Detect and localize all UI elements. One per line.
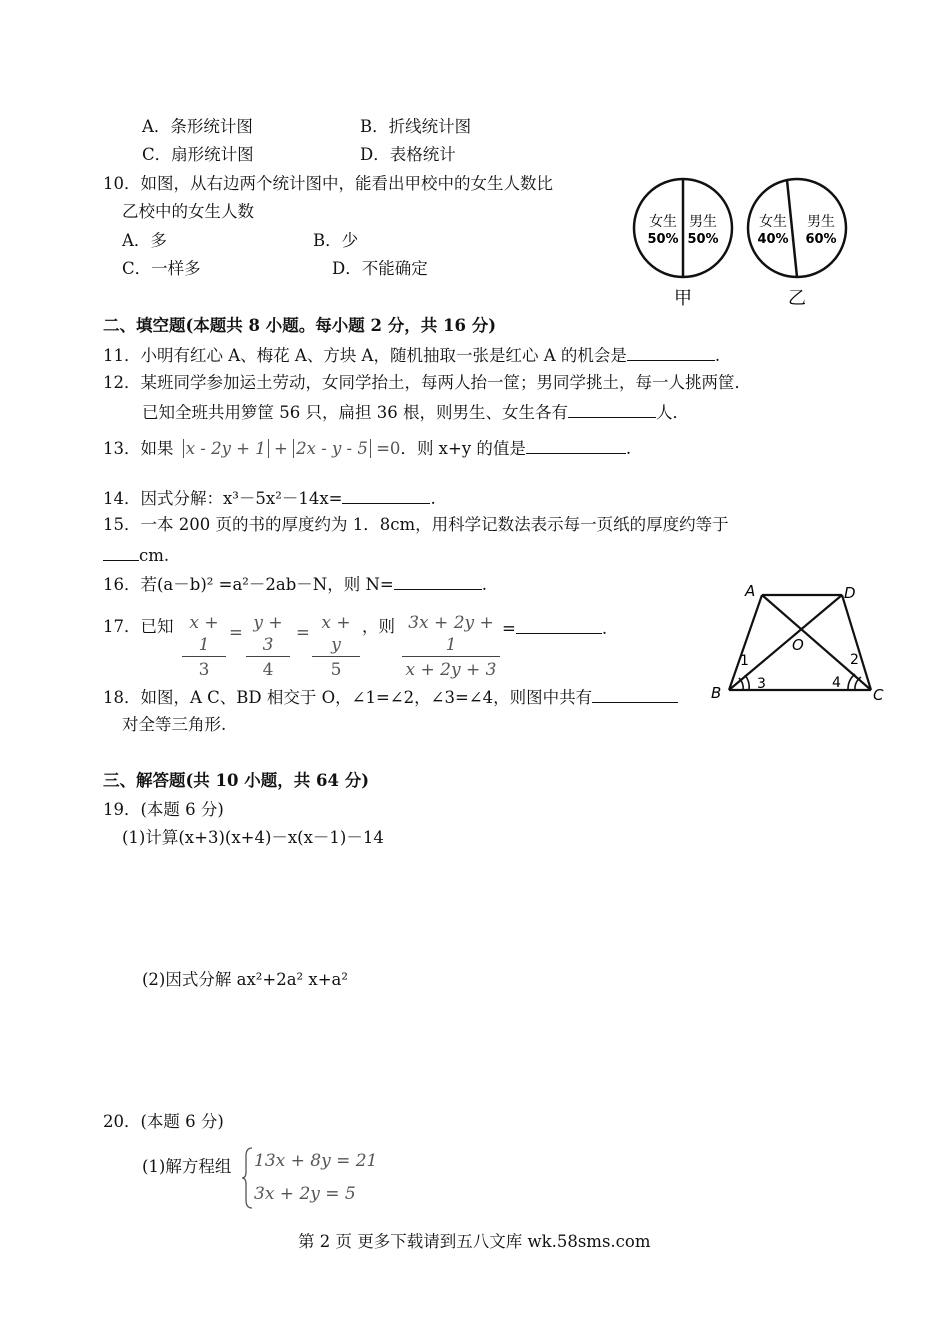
q13-plus: + bbox=[274, 439, 288, 458]
q17-f3-num: x + y bbox=[312, 612, 360, 657]
q16-end: . bbox=[481, 575, 487, 594]
q20-part1: (1)解方程组 bbox=[142, 1157, 232, 1176]
q13-expr-b: 2x - y - 5 bbox=[296, 439, 368, 458]
q17-eq-1: = bbox=[229, 623, 243, 642]
q17-fraction-4 bbox=[402, 612, 500, 683]
q14-end: . bbox=[430, 489, 436, 508]
label-a: A bbox=[745, 582, 756, 600]
section2-title: 二、填空题(本题共 8 小题。每小题 2 分，共 16 分) bbox=[103, 316, 497, 335]
label-angle-3: 3 bbox=[757, 676, 766, 692]
q19-part1: (1)计算(x+3)(x+4)－x(x－1)－14 bbox=[122, 828, 384, 847]
pie-yi-female-label: 女生 bbox=[759, 214, 787, 230]
q17-tail bbox=[502, 617, 607, 639]
q12-end: 人． bbox=[655, 403, 689, 422]
q17-f4-num: 3x + 2y + 1 bbox=[402, 612, 500, 657]
q13-prefix: 13．如果 bbox=[103, 439, 174, 458]
q18-line2: 对全等三角形. bbox=[122, 715, 227, 734]
q17-fraction-1 bbox=[182, 612, 226, 683]
q20-head: 20．(本题 6 分) bbox=[103, 1112, 224, 1131]
q15-blank[interactable] bbox=[103, 544, 139, 561]
q10-line2: 乙校中的女生人数 bbox=[122, 202, 254, 221]
q16-blank[interactable] bbox=[394, 573, 482, 590]
q13-suffix: ．则 x+y 的值是 bbox=[400, 439, 526, 458]
q10-option-b: B．少 bbox=[313, 231, 359, 250]
q10-line1: 10．如图，从右边两个统计图中，能看出甲校中的女生人数比 bbox=[103, 174, 553, 193]
q9-option-b: B．折线统计图 bbox=[360, 117, 472, 136]
trapezoid-figure bbox=[705, 578, 900, 706]
q20-brace bbox=[240, 1146, 254, 1210]
pie-yi-female-pct: 40% bbox=[757, 232, 789, 247]
q12-blank[interactable] bbox=[568, 401, 656, 418]
pie-jia-female-pct: 50% bbox=[647, 232, 679, 247]
q18-line1 bbox=[103, 686, 678, 708]
pie-yi-divider bbox=[787, 180, 797, 277]
q13-blank[interactable] bbox=[526, 437, 626, 454]
q13-expr-a: x - 2y + 1 bbox=[185, 439, 266, 458]
q11-end: . bbox=[714, 346, 721, 365]
label-angle-4: 4 bbox=[832, 675, 841, 691]
q16 bbox=[103, 573, 487, 595]
q12-line1: 12．某班同学参加运土劳动，女同学抬土，每两人抬一筐；男同学挑土，每一人挑两筐． bbox=[103, 373, 751, 392]
q14-text: 14．因式分解：x³－5x²－14x= bbox=[103, 489, 343, 508]
q17-blank[interactable] bbox=[516, 617, 602, 634]
q17-f1-den: 3 bbox=[198, 660, 210, 680]
label-d: D bbox=[844, 584, 856, 602]
q20-eq1: 13x + 8y = 21 bbox=[254, 1151, 378, 1171]
q9-option-d: D．表格统计 bbox=[360, 145, 456, 164]
q19-head: 19．(本题 6 分) bbox=[103, 800, 224, 819]
section3-title: 三、解答题(共 10 小题，共 64 分) bbox=[103, 771, 370, 790]
q17-f2-num: y + 3 bbox=[246, 612, 290, 657]
pie-jia-male-pct: 50% bbox=[687, 232, 719, 247]
q17-prefix: 17．已知 bbox=[103, 617, 174, 636]
q17-mid: ，则 bbox=[362, 617, 395, 636]
q17-fraction-3 bbox=[312, 612, 360, 683]
q16-text: 16．若(a－b)² =a²－2ab－N，则 N= bbox=[103, 575, 394, 594]
label-o: O bbox=[792, 636, 804, 654]
q13-eq: =0 bbox=[376, 439, 401, 458]
pie-yi-male-pct: 60% bbox=[805, 232, 837, 247]
q17-f1-num: x + 1 bbox=[182, 612, 226, 657]
q18-text: 18．如图，A C、BD 相交于 O，∠1=∠2，∠3=∠4，则图中共有 bbox=[103, 688, 593, 707]
pie-charts-figure bbox=[625, 172, 865, 312]
q14-blank[interactable] bbox=[342, 487, 430, 504]
pie-yi-male-label: 男生 bbox=[807, 214, 835, 230]
label-b: B bbox=[711, 684, 722, 702]
q17-eq: = bbox=[502, 619, 516, 638]
q9-option-c: C．扇形统计图 bbox=[142, 145, 254, 164]
q11-blank[interactable] bbox=[627, 344, 715, 361]
q13-abs-b bbox=[293, 439, 371, 458]
q10-option-c: C．一样多 bbox=[122, 259, 201, 278]
label-angle-1: 1 bbox=[740, 653, 749, 669]
q17-f2-den: 4 bbox=[262, 660, 274, 680]
q20-eq2: 3x + 2y = 5 bbox=[254, 1184, 356, 1204]
q15-line1: 15．一本 200 页的书的厚度约为 1．8cm，用科学记数法表示每一页纸的厚度约等于 bbox=[103, 515, 729, 534]
q15-unit: cm. bbox=[139, 546, 170, 565]
q11-text: 11．小明有红心 A、梅花 A、方块 A，随机抽取一张是红心 A 的机会是 bbox=[103, 346, 627, 365]
q13-end: . bbox=[625, 439, 632, 458]
pie-yi-name: 乙 bbox=[788, 288, 806, 309]
pie-jia-name: 甲 bbox=[674, 288, 692, 309]
q19-part2: (2)因式分解 ax²+2a² x+a² bbox=[142, 970, 348, 989]
q13-abs-a bbox=[183, 439, 269, 458]
q14 bbox=[103, 487, 436, 509]
q15-line2 bbox=[103, 544, 169, 566]
label-c: C bbox=[873, 686, 884, 704]
q17-fraction-2 bbox=[246, 612, 290, 683]
q12-text: 已知全班共用箩筐 56 只，扁担 36 根，则男生、女生各有 bbox=[142, 403, 568, 422]
q17-eq-2: = bbox=[296, 623, 310, 642]
pie-jia-male-label: 男生 bbox=[689, 214, 717, 230]
label-angle-2: 2 bbox=[850, 652, 859, 668]
q12-line2 bbox=[142, 401, 689, 423]
page-footer: 第 2 页 更多下载请到五八文库 wk.58sms.com bbox=[298, 1232, 651, 1251]
q17-f3-den: 5 bbox=[330, 660, 342, 680]
q10-option-d: D．不能确定 bbox=[332, 259, 428, 278]
q17-f4-den: x + 2y + 3 bbox=[405, 660, 497, 680]
q10-option-a: A．多 bbox=[122, 231, 167, 250]
pie-jia-female-label: 女生 bbox=[649, 214, 677, 230]
q9-option-a: A．条形统计图 bbox=[142, 117, 253, 136]
q17-end: . bbox=[601, 619, 608, 638]
q13 bbox=[103, 437, 631, 459]
q11 bbox=[103, 344, 720, 366]
q18-blank[interactable] bbox=[592, 686, 678, 703]
